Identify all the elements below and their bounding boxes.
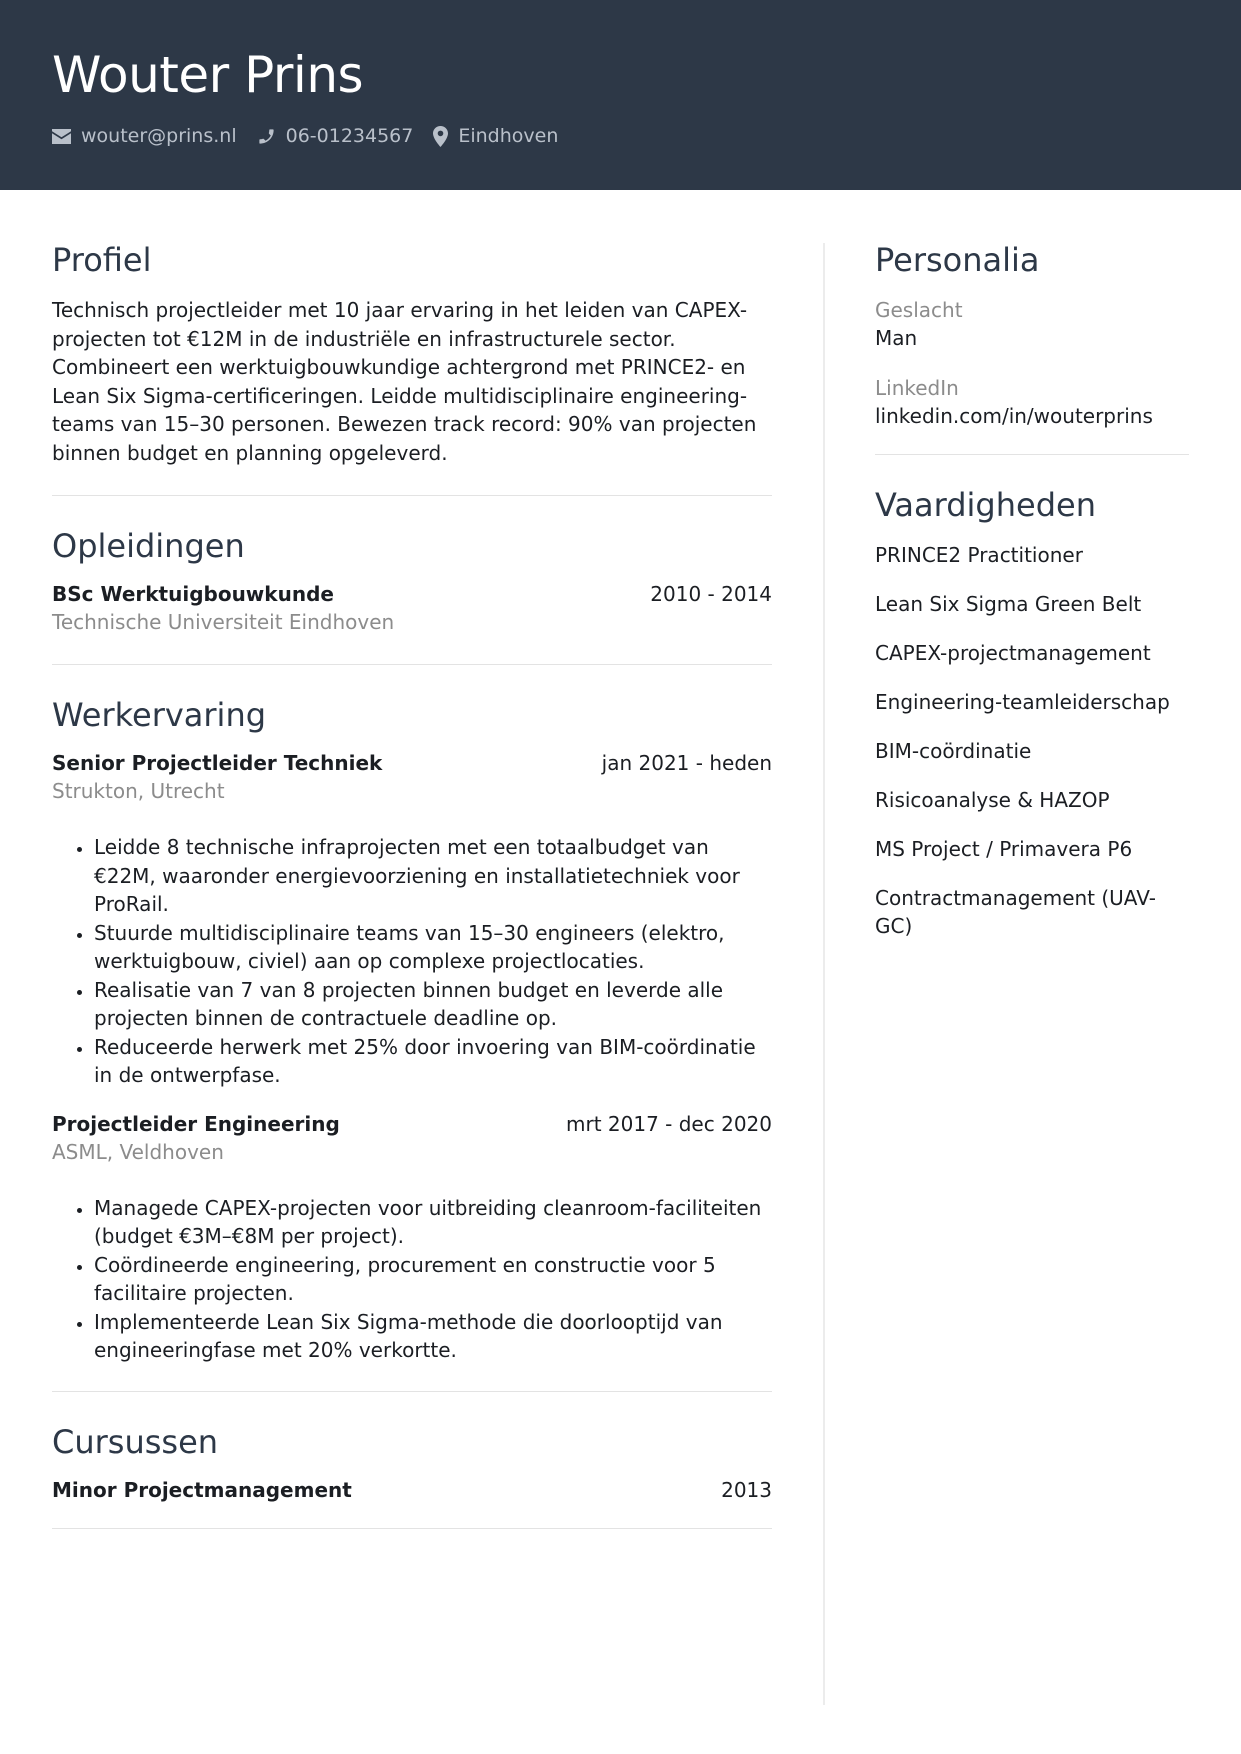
list-item: • Stuurde multidisciplinaire teams van 15–30 engineers (elektro, werktuigbouw, civiel) aan op complexe projectlocaties. (94, 919, 772, 976)
job-entry (52, 1110, 772, 1365)
gender-label: Geslacht (875, 298, 963, 322)
job-company: Strukton, Utrecht (52, 779, 225, 803)
course-entry (52, 1476, 772, 1504)
education-title: Opleidingen (52, 527, 245, 565)
profile-text: Technisch projectleider met 10 jaar ervaring in het leiden van CAPEX-projecten tot €12M in de industriële en infrastructurele sector. Combineert een werktuigbouwkundige achtergrond met PRINCE2- en Lean Six Sigma-certificeringen. Leidde multidisciplinaire engineering-teams van 15–30 personen. Bewezen track record: 90% van projecten binnen budget en planning opgeleverd. (52, 298, 757, 465)
experience-section (52, 693, 772, 1365)
job-role: Senior Projectleider Techniek (52, 751, 383, 775)
section-divider (52, 1528, 772, 1529)
contact-email (52, 125, 237, 147)
contact-location (433, 125, 558, 147)
list-item: • Managede CAPEX-projecten voor uitbreiding cleanroom-faciliteiten (budget €3M–€8M per project). (94, 1194, 772, 1251)
location-text: Eindhoven (458, 125, 559, 147)
map-marker-icon (433, 126, 448, 147)
section-divider (52, 1391, 772, 1392)
personal-title: Personalia (875, 241, 1040, 279)
job-company: ASML, Veldhoven (52, 1139, 224, 1164)
list-item: Risicoanalyse & HAZOP (875, 788, 1110, 812)
job-role: Projectleider Engineering (52, 1111, 340, 1136)
skills-title: Vaardigheden (875, 486, 1096, 524)
list-item: • Realisatie van 7 van 8 projecten binnen budget en leverde alle projecten binnen de contractuele deadline op. (94, 976, 772, 1033)
column-divider (823, 243, 825, 1705)
resume-header (0, 0, 1241, 190)
school-name: Technische Universiteit Eindhoven (52, 610, 395, 634)
main-column (52, 238, 772, 1529)
job-period: mrt 2017 - dec 2020 (566, 1111, 772, 1136)
list-item: • Reduceerde herwerk met 25% door invoering van BIM-coördinatie in de ontwerpfase. (94, 1033, 772, 1090)
list-item: CAPEX-projectmanagement (875, 641, 1151, 665)
list-item: MS Project / Primavera P6 (875, 837, 1133, 861)
email-text: wouter@prins.nl (81, 125, 237, 147)
education-period: 2010 - 2014 (650, 582, 772, 606)
courses-section (52, 1420, 772, 1504)
candidate-name: Wouter Prins (52, 46, 364, 104)
degree-title: BSc Werktuigbouwkunde (52, 582, 334, 606)
contact-info (52, 122, 578, 150)
section-divider (52, 664, 772, 665)
phone-icon (257, 127, 276, 146)
contact-phone (257, 125, 414, 147)
list-item: Contractmanagement (UAV-GC) (875, 886, 1156, 938)
list-item: BIM-coördinatie (875, 739, 1032, 763)
list-item: • Coördineerde engineering, procurement en constructie voor 5 facilitaire projecten. (94, 1251, 772, 1308)
section-divider (875, 454, 1189, 455)
course-year: 2013 (721, 1477, 772, 1502)
skills-list (875, 541, 1189, 940)
skills-section (875, 483, 1189, 940)
section-divider (52, 495, 772, 496)
profile-section (52, 238, 772, 467)
list-item: • Implementeerde Lean Six Sigma-methode die doorlooptijd van engineeringfase met 20% verkortte. (94, 1308, 772, 1365)
education-section (52, 524, 772, 636)
courses-title: Cursussen (52, 1422, 219, 1461)
profile-title: Profiel (52, 241, 152, 279)
job-period: jan 2021 - heden (601, 751, 772, 775)
course-name: Minor Projectmanagement (52, 1477, 352, 1502)
linkedin-label: LinkedIn (875, 376, 959, 400)
gender-value: Man (875, 326, 918, 350)
list-item: • Leidde 8 technische infraprojecten met een totaalbudget van €22M, waaronder energievoorziening en installatietechniek voor ProRail. (94, 833, 772, 919)
linkedin-field (875, 374, 1189, 430)
list-item: Lean Six Sigma Green Belt (875, 592, 1142, 616)
envelope-icon (52, 129, 71, 144)
side-column (875, 238, 1189, 961)
job-bullets (52, 833, 772, 1090)
linkedin-value: linkedin.com/in/wouterprins (875, 404, 1153, 428)
job-entry (52, 749, 772, 1090)
list-item: PRINCE2 Practitioner (875, 543, 1083, 567)
personal-section (875, 238, 1189, 430)
job-bullets (52, 1194, 772, 1365)
list-item: Engineering-teamleiderschap (875, 690, 1170, 714)
phone-text: 06-01234567 (285, 125, 414, 147)
education-entry (52, 580, 772, 636)
experience-title: Werkervaring (52, 696, 267, 734)
gender-field (875, 296, 1189, 352)
